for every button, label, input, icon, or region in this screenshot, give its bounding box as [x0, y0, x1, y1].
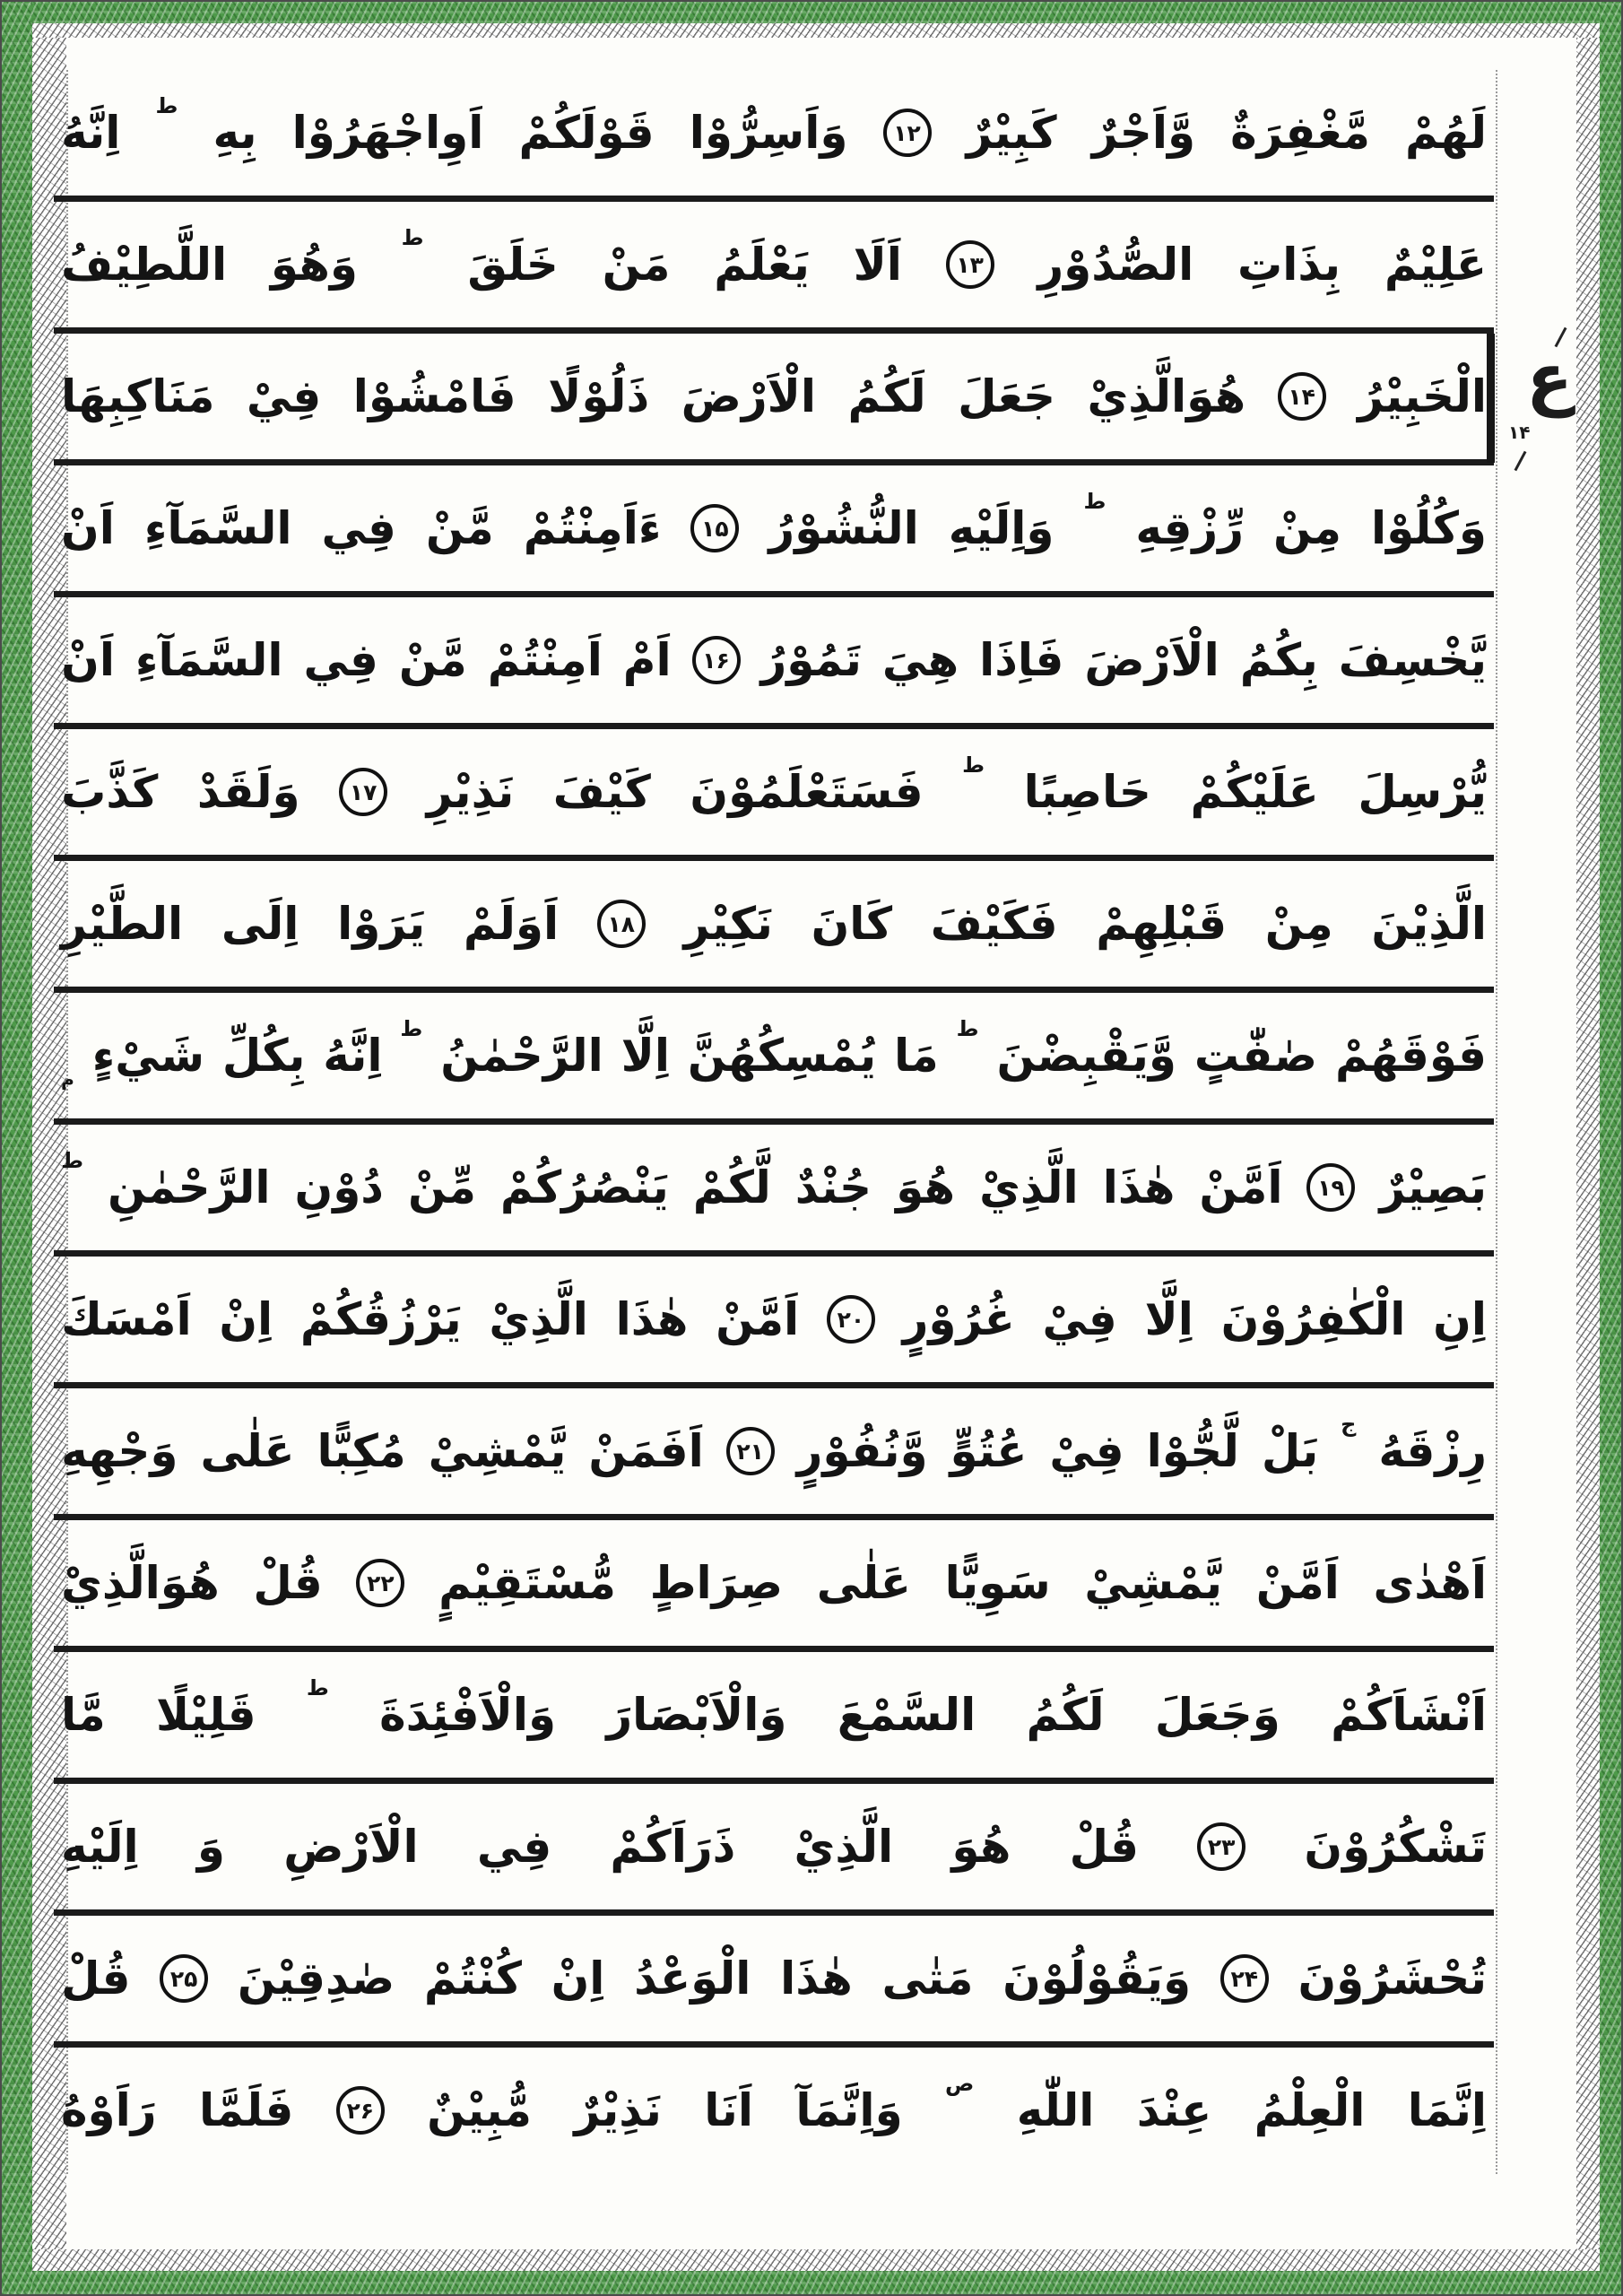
border-right: [1600, 2, 1621, 2294]
quran-word: وَاِلَيْهِ: [948, 501, 1055, 554]
quran-word: وَجْهِهِ: [61, 1424, 178, 1477]
quran-line-6: [54, 729, 1494, 855]
quran-word: قَلِيْلًا: [156, 1688, 256, 1741]
quran-word: نَكِيْرِ: [683, 897, 773, 950]
waqf-mark: ط: [155, 93, 178, 118]
quran-word: فِيْ: [1049, 1424, 1124, 1477]
ayah-number-badge: ۱۷: [339, 768, 387, 816]
line-divider: [54, 327, 1494, 334]
quran-word: الْاَرْضَ: [1084, 633, 1219, 686]
quran-word: الْكٰفِرُوْنَ: [1220, 1292, 1406, 1345]
ayah-number-badge: ۱۶: [692, 636, 741, 684]
quran-word: فَوْقَهُمْ: [1334, 1029, 1487, 1082]
quran-word: اَفَمَنْ: [588, 1424, 704, 1477]
quran-line-12: [54, 1520, 1494, 1646]
quran-word: السَّمَآءِ: [135, 633, 283, 686]
quran-word: وَجَعَلَ: [1154, 1688, 1280, 1741]
quran-word: وَاِنَّمَآ: [795, 2083, 903, 2136]
quran-word: مُّبِيْنٌ: [427, 2083, 532, 2136]
quran-word: يَّخْسِفَ: [1338, 633, 1487, 686]
quran-word: كُنْتُمْ: [423, 1952, 522, 2005]
quran-word: حَاصِبًا: [1023, 765, 1151, 818]
quran-word: اِنْ: [551, 1952, 605, 2005]
quran-word: فَاِذَا: [979, 633, 1064, 686]
ruku-ain-letter: ع: [1526, 338, 1573, 418]
line-divider: [54, 855, 1494, 861]
quran-word: اَنْ: [61, 633, 115, 686]
quran-word: عَلٰى: [200, 1424, 295, 1477]
waqf-mark: ط: [401, 225, 424, 250]
quran-word: وَلَقَدْ: [196, 765, 300, 818]
quran-line-4: [54, 465, 1494, 591]
quran-word: اِنَّمَا: [1407, 2083, 1487, 2136]
quran-word: الْخَبِيْرُ: [1358, 370, 1487, 422]
quran-word: عَلَيْكُمْ: [1190, 765, 1319, 818]
quran-word: اَنْ: [61, 501, 115, 554]
line-divider: [54, 1778, 1494, 1784]
quran-word: اَنَا: [704, 2083, 753, 2136]
waqf-mark: ص: [945, 2071, 975, 2096]
quran-word: عَلِيْمٌ: [1384, 238, 1487, 291]
quran-word: بَلْ: [1261, 1424, 1319, 1477]
quran-line-3: [54, 334, 1494, 459]
quran-word: هٰذَا: [780, 1952, 853, 2005]
quran-word: فِي: [303, 633, 378, 686]
quran-word: هُوَالَّذِيْ: [61, 1556, 220, 1609]
waqf-mark: ط: [956, 1016, 979, 1041]
line-divider: [54, 1382, 1494, 1388]
quran-word: وَالْاَبْصَارَ: [606, 1688, 787, 1741]
quran-word: لَّجُّوْا: [1146, 1424, 1239, 1477]
quran-line-2: [54, 202, 1494, 327]
quran-word: يُمْسِكُهُنَّ: [687, 1029, 877, 1082]
quran-word: كَيْفَ: [552, 765, 651, 818]
quran-word: الَّذِيْ: [794, 1820, 894, 1873]
ayah-number-badge: ۱۲: [883, 109, 932, 157]
quran-word: مَّنْ: [398, 633, 467, 686]
quran-word: السَّمَآءِ: [143, 501, 292, 554]
ayah-number-badge: ۱۸: [597, 900, 646, 948]
quran-word: تَشْكُرُوْنَ: [1304, 1820, 1487, 1873]
border-bottom: [2, 2271, 1621, 2294]
ayah-number-badge: ۱۵: [690, 504, 739, 552]
quran-word: عَلٰى: [816, 1556, 911, 1609]
quran-word: اَهْدٰى: [1373, 1556, 1487, 1609]
quran-line-16: [54, 2048, 1494, 2173]
quran-word: خَلَقَ: [467, 238, 559, 291]
quran-word: ذَلُوْلًا: [548, 370, 650, 422]
quran-word: يَعْلَمُ: [714, 238, 810, 291]
quran-word: فَامْشُوْا: [352, 370, 516, 422]
quran-word: الَّذِيْنَ: [1371, 897, 1487, 950]
quran-word: الْاَرْضِ: [283, 1820, 419, 1873]
quran-word: عُتُوٍّ: [950, 1424, 1028, 1477]
quran-word: دُوْنِ: [294, 1161, 384, 1213]
ayah-number-badge: ۲۱: [726, 1427, 775, 1475]
quran-word: وَكُلُوْا: [1370, 501, 1487, 554]
quran-word: وَيَقُوْلُوْنَ: [1002, 1952, 1192, 2005]
quran-word: صِرَاطٍ: [649, 1556, 784, 1609]
quran-word: اَمْسَكَ: [61, 1292, 192, 1345]
line-divider: [54, 987, 1494, 993]
waqf-mark: ط: [306, 1675, 329, 1700]
quran-word: مِنْ: [1273, 501, 1341, 554]
quran-word: لَهُمْ: [1405, 106, 1487, 159]
quran-line-9: [54, 1125, 1494, 1250]
quran-word: مُكِبًّا: [317, 1424, 406, 1477]
quran-word: نَذِيْرٌ: [574, 2083, 662, 2136]
quran-word: تَمُوْرُ: [760, 633, 862, 686]
quran-word: النُّشُوْرُ: [768, 501, 919, 554]
quran-word: يَرْزُقُكُمْ: [299, 1292, 462, 1345]
quran-word: اَوِاجْهَرُوْا: [291, 106, 484, 159]
ayah-number-badge: ۱۹: [1306, 1163, 1355, 1212]
quran-word: وَّاَجْرٌ: [1091, 106, 1196, 159]
quran-word: فِي: [321, 501, 396, 554]
quran-word: الْاَرْضَ: [681, 370, 817, 422]
line-divider: [54, 1514, 1494, 1520]
quran-word: وَالْاَفْئِدَةَ: [379, 1688, 557, 1741]
quran-word: وَّيَقْبِضْنَ: [996, 1029, 1176, 1082]
waqf-mark: ط: [400, 1016, 423, 1041]
ayah-number-badge: ۱۳: [946, 240, 994, 289]
quran-word: يَّمْشِيْ: [1084, 1556, 1223, 1609]
quran-word: مُّسْتَقِيْمٍ: [438, 1556, 616, 1609]
quran-word: قَوْلَكُمْ: [518, 106, 655, 159]
quran-word: ذَرَاَكُمْ: [610, 1820, 736, 1873]
line-divider: [54, 1646, 1494, 1652]
ayah-number-badge: ۲۶: [336, 2086, 385, 2135]
line-divider: [54, 459, 1494, 465]
quran-word: فَلَمَّا: [198, 2083, 294, 2136]
quran-word: يَّمْشِيْ: [428, 1424, 567, 1477]
quran-word: مِّنْ: [407, 1161, 476, 1213]
quran-word: صٰدِقِيْنَ: [237, 1952, 395, 2005]
quran-word: بِكُمُ: [1239, 633, 1318, 686]
quran-word: غُرُوْرٍ: [902, 1292, 1015, 1345]
quran-word: اِنْ: [219, 1292, 273, 1345]
quran-line-10: [54, 1257, 1494, 1382]
quran-word: هِيَ: [881, 633, 959, 686]
quran-word: نَذِيْرِ: [426, 765, 515, 818]
row3-end-bar: [1487, 334, 1495, 463]
quran-word: بَصِيْرٌ: [1379, 1161, 1487, 1213]
hatch-margin-right: [1576, 38, 1600, 2249]
quran-word: قُلْ: [61, 1952, 131, 2005]
line-divider: [54, 1250, 1494, 1257]
quran-word: كَبِيْرٌ: [966, 106, 1057, 159]
quran-line-8: [54, 993, 1494, 1118]
quran-line-11: [54, 1388, 1494, 1514]
quran-word: ءَاَمِنْتُمْ: [523, 501, 662, 554]
quran-word: هُوَ: [951, 1820, 1011, 1873]
ruku-dash-bottom: [1515, 451, 1527, 472]
quran-line-13: [54, 1652, 1494, 1778]
quran-word: مَنَاكِبِهَا: [61, 370, 215, 422]
text-boundary-right: [1496, 70, 1497, 2174]
quran-word: وَهُوَ: [270, 238, 358, 291]
quran-word: فِيْ: [246, 370, 322, 422]
hatch-margin-bottom: [32, 2249, 1600, 2271]
quran-word: بِذَاتِ: [1237, 238, 1341, 291]
quran-word: الصُّدُوْرِ: [1037, 238, 1194, 291]
quran-word: مَّغْفِرَةٌ: [1230, 106, 1370, 159]
quran-line-7: [54, 861, 1494, 987]
line-divider: [54, 196, 1494, 202]
quran-word: بِكُلِّ: [221, 1029, 306, 1082]
quran-word: وَاَسِرُّوْا: [689, 106, 848, 159]
quran-word: شَيْءٍ: [91, 1029, 205, 1082]
quran-word: اَمْ: [622, 633, 672, 686]
quran-word: اَلَا: [853, 238, 902, 291]
quran-word: مَّنْ: [425, 501, 494, 554]
ayah-number-badge: ۲۳: [1197, 1822, 1245, 1871]
quran-word: الْعِلْمُ: [1254, 2083, 1366, 2136]
quran-word: السَّمْعَ: [837, 1688, 976, 1741]
quran-word: هُوَ: [896, 1161, 956, 1213]
quran-word: فَسَتَعْلَمُوْنَ: [690, 765, 924, 818]
quran-word: يَنْصُرُكُمْ: [499, 1161, 669, 1213]
quran-word: اَوَلَمْ: [463, 897, 560, 950]
quran-word: اَمَّنْ: [716, 1292, 800, 1345]
quran-word: مَّا: [61, 1688, 106, 1741]
waqf-mark: ط: [962, 752, 985, 778]
quran-word: قُلْ: [253, 1556, 323, 1609]
ruku-number: ۱۴: [1508, 422, 1531, 443]
quran-word: اِنَّهُ: [323, 1029, 383, 1082]
quran-word: فَكَيْفَ: [930, 897, 1058, 950]
quran-word: فِي: [476, 1820, 552, 1873]
quran-word: هٰذَا: [1102, 1161, 1176, 1213]
quran-word: رَاَوْهُ: [61, 2083, 157, 2136]
quran-word: اللّٰهِ: [1016, 2083, 1095, 2136]
quran-word: رِزْقَهُ: [1378, 1424, 1487, 1477]
hatch-margin-top: [32, 23, 1600, 38]
quran-word: اَنْشَاَكُمْ: [1331, 1688, 1487, 1741]
line-divider: [54, 591, 1494, 597]
quran-word: الَّذِيْ: [979, 1161, 1079, 1213]
line-divider: [54, 1909, 1494, 1916]
quran-word: جُنْدٌ: [794, 1161, 872, 1213]
quran-word: اِنَّهُ: [61, 106, 121, 159]
quran-word: الطَّيْرِ: [61, 897, 184, 950]
quran-word: تُحْشَرُوْنَ: [1298, 1952, 1487, 2005]
quran-word: اَمَّنْ: [1255, 1556, 1340, 1609]
quran-word: صٰفّٰتٍ: [1193, 1029, 1318, 1082]
ayah-number-badge: ۱۴: [1278, 372, 1326, 421]
quran-word: لَكُمُ: [1026, 1688, 1105, 1741]
quran-word: اِلَيْهِ: [61, 1820, 139, 1873]
quran-word: مَا: [894, 1029, 939, 1082]
quran-word: مَتٰى: [881, 1952, 974, 2005]
quran-word: بِهِ: [213, 106, 257, 159]
quran-word: فِيْ: [1042, 1292, 1117, 1345]
quran-text-block: [54, 70, 1494, 2173]
line-divider: [54, 2041, 1494, 2048]
ayah-number-badge: ۲۰: [827, 1295, 875, 1344]
quran-word: وَ: [196, 1820, 226, 1873]
quran-word: وَّنُفُوْرٍ: [796, 1424, 928, 1477]
ruku-marker: [1503, 330, 1576, 465]
quran-word: سَوِيًّا: [944, 1556, 1051, 1609]
quran-word: اَمِنْتُمْ: [487, 633, 603, 686]
quran-word: اِنِ: [1433, 1292, 1487, 1345]
quran-word: لَّكُمْ: [692, 1161, 771, 1213]
quran-line-5: [54, 597, 1494, 723]
waqf-mark: ط: [61, 1148, 83, 1173]
quran-line-15: [54, 1916, 1494, 2041]
quran-line-14: [54, 1784, 1494, 1909]
quran-word: اِلَّا: [1144, 1292, 1193, 1345]
quran-word: كَذَّبَ: [61, 765, 159, 818]
quran-word: مَنْ: [602, 238, 671, 291]
quran-word: الرَّحْمٰنِ: [107, 1161, 271, 1213]
quran-word: قُلْ: [1069, 1820, 1139, 1873]
quran-word: اِلَّا: [621, 1029, 671, 1082]
quran-word: رِّزْقِهِ: [1135, 501, 1245, 554]
line-divider: [54, 1118, 1494, 1125]
waqf-mark: ط: [1083, 489, 1107, 514]
border-left: [2, 2, 32, 2294]
line-divider: [54, 723, 1494, 729]
border-top: [2, 2, 1621, 23]
quran-word: عِنْدَ: [1136, 2083, 1212, 2136]
quran-word: هٰذَا: [615, 1292, 689, 1345]
quran-word: الْوَعْدُ: [634, 1952, 751, 2005]
quran-word: لَكُمُ: [847, 370, 926, 422]
waqf-mark: م: [61, 1067, 74, 1090]
quran-word: يُّرْسِلَ: [1358, 765, 1487, 818]
quran-word: الرَّحْمٰنُ: [440, 1029, 603, 1082]
quran-word: كَانَ: [811, 897, 893, 950]
quran-word: اللَّطِيْفُ: [61, 238, 228, 291]
ayah-number-badge: ۲۴: [1220, 1954, 1269, 2003]
waqf-mark: ج: [1341, 1412, 1357, 1437]
quran-word: يَرَوْا: [337, 897, 426, 950]
quran-word: هُوَالَّذِيْ: [1087, 370, 1246, 422]
quran-word: الَّذِيْ: [489, 1292, 588, 1345]
ayah-number-badge: ۲۲: [356, 1559, 404, 1607]
ayah-number-badge: ۲۵: [160, 1954, 208, 2003]
quran-word: اِلَى: [221, 897, 299, 950]
quran-word: اَمَّنْ: [1199, 1161, 1283, 1213]
quran-line-1: [54, 70, 1494, 196]
quran-word: مِنْ: [1264, 897, 1333, 950]
quran-word: قَبْلِهِمْ: [1096, 897, 1228, 950]
quran-word: جَعَلَ: [958, 370, 1055, 422]
